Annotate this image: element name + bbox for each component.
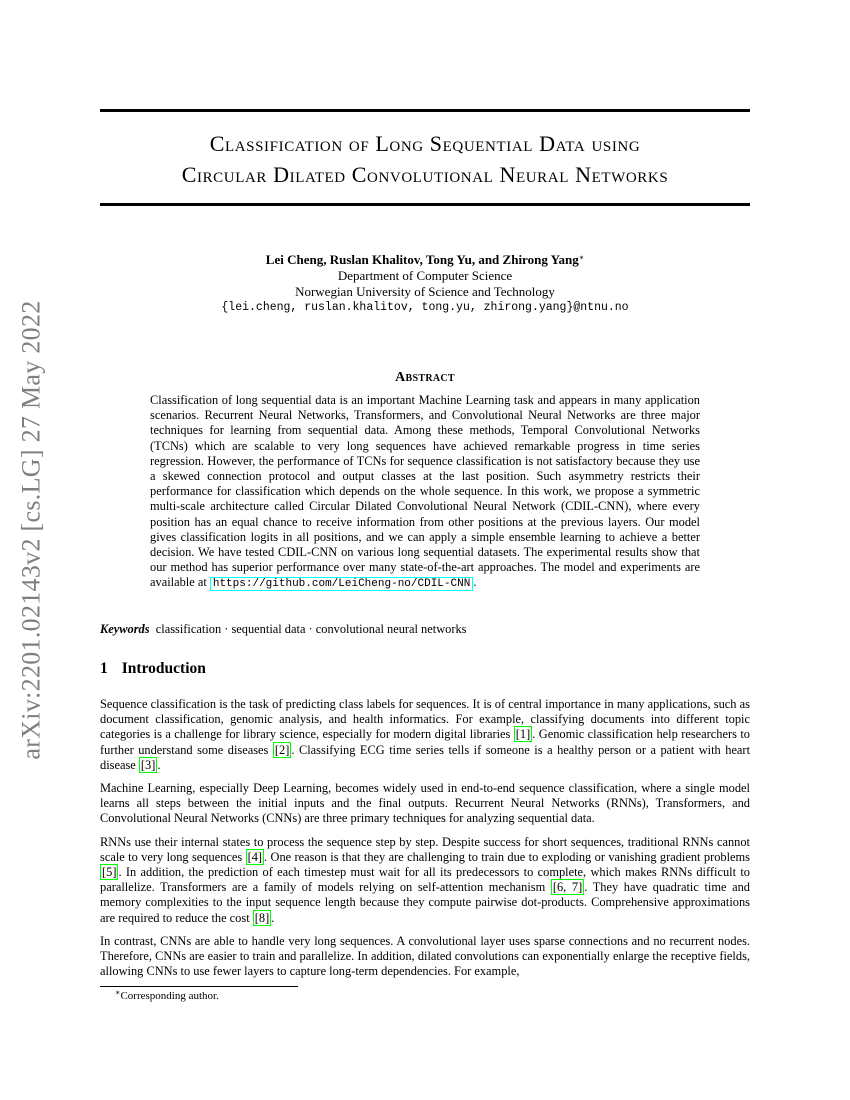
author-block <box>100 252 750 316</box>
paragraph-text: . One reason is that they are challenging to train due to exploding or vanishing gradient problems <box>264 849 750 864</box>
section-title: Introduction <box>121 660 206 677</box>
author-emails: {lei.cheng, ruslan.khalitov, tong.yu, zhirong.yang}@ntnu.no <box>221 301 629 314</box>
citation-link[interactable]: [1] <box>515 727 531 742</box>
paragraph-text: Sequence classification is the task of predicting class labels for sequences. It is of central importance in many applications, such as document classification, genomic analysis, and health informatics. For example, classifying documents into different topic categories is a challenge for library science, especially for modern digital libraries <box>100 697 750 742</box>
paragraph-text: . In addition, the prediction of each timestep must wait for all its predecessors to complete, which makes RNNs difficult to parallelize. Transformers are a family of models relying on self-attention mechanism <box>100 865 750 895</box>
keywords-label: Keywords <box>100 622 150 636</box>
author-names-text: Lei Cheng, Ruslan Khalitov, Tong Yu, and Zhirong Yang <box>265 252 579 267</box>
abstract-body: Classification of long sequential data is an important Machine Learning task and appears in many application scenarios. Recurrent Neural Networks, Transformers, and Convolutional Neural Networks are three major techniques for learning from sequential data. Among these methods, Temporal Convolutional Networks (TCNs) which are scalable to very long sequences have achieved remarkable progress in time series regression. However, the performance of TCNs for sequence classification is not satisfactory because they use a skewed connection protocol and output classes at the last position. Such asymmetry restricts their performance for classification which depends on the whole sequence. In this work, we propose a symmetric multi-scale architecture called Circular Dilated Convolutional Neural Network (CDIL-CNN), where every position has an equal chance to receive information from other positions at the previous layers. Our model gives classification logits in all positions, and we can apply a simple ensemble learning to achieve a better decision. We have tested CDIL-CNN on various long sequential datasets. The experimental results show that our method has superior performance over many state-of-the-art approaches. The model and experiments are available at <box>150 393 700 590</box>
author-names <box>100 252 750 268</box>
github-link[interactable]: https://github.com/LeiCheng-no/CDIL-CNN <box>210 577 473 591</box>
paragraph-text: . <box>271 910 275 925</box>
paragraph-4: In contrast, CNNs are able to handle very long sequences. A convolutional layer uses sparse connections and no recurrent nodes. Therefore, CNNs are easier to train and parallelize. In addition, dilated convolutions can exponentially enlarge the receptive fields, allowing CNNs to use fewer layers to capture long-term dependencies. For example, <box>100 933 750 979</box>
abstract-heading: Abstract <box>395 370 455 385</box>
citation-link[interactable]: [8] <box>254 910 270 925</box>
footnote-rule <box>100 986 298 987</box>
title-rule-bottom <box>100 203 750 206</box>
abstract-end: . <box>473 575 477 590</box>
paragraph-text: . Classifying ECG time series tells if someone is a healthy person or a patient with heart disease <box>100 742 751 772</box>
author-university: Norwegian University of Science and Technology <box>295 284 555 299</box>
arxiv-identifier-text: arXiv:2201.02143v2 [cs.LG] 27 May 2022 <box>17 300 46 760</box>
title-rule-top <box>100 109 750 112</box>
paper-title <box>100 128 750 190</box>
section-heading-introduction <box>100 660 206 678</box>
corresponding-author-mark: ∗ <box>578 253 585 262</box>
paragraph-text: . Genomic classification help researchers to further understand some diseases <box>100 727 750 757</box>
citation-link[interactable]: [6, 7] <box>552 880 583 895</box>
citation-link[interactable]: [5] <box>102 865 117 880</box>
author-department: Department of Computer Science <box>337 268 513 283</box>
paragraph-1 <box>100 697 750 773</box>
footnote-mark: ∗ <box>115 988 121 997</box>
paragraph-text: RNNs use their internal states to process the sequence step by step. Despite success for short sequences, traditional RNNs cannot scale to very long sequences <box>100 834 750 864</box>
footnote <box>115 990 219 1002</box>
section-number: 1 <box>100 660 108 677</box>
citation-link[interactable]: [3] <box>140 757 156 772</box>
paper-title-line-1: Classification of Long Sequential Data using <box>209 131 641 156</box>
paper-title-line-2: Circular Dilated Convolutional Neural Networks <box>181 162 669 187</box>
abstract-text <box>150 393 700 593</box>
paragraph-3 <box>100 835 750 926</box>
keywords <box>100 622 750 637</box>
footnote-text: Corresponding author. <box>120 990 219 1002</box>
paragraph-text: . They have quadratic time and memory complexities to the input sequence length because they compute pairwise dot-products. Comprehensive approximations are required to reduce the cost <box>100 880 750 925</box>
paragraph-2: Machine Learning, especially Deep Learning, becomes widely used in end-to-end sequence classification, where a single model learns all steps between the initial inputs and the final outputs. Recurrent Neural Networks (RNNs), Transformers, and Convolutional Neural Networks (CNNs) are three primary techniques for analyzing sequential data. <box>100 781 750 826</box>
keywords-text: classification · sequential data · convolutional neural networks <box>155 622 467 636</box>
paragraph-text: . <box>157 757 161 772</box>
citation-link[interactable]: [4] <box>247 849 263 864</box>
citation-link[interactable]: [2] <box>274 742 290 757</box>
arxiv-identifier <box>12 285 52 775</box>
introduction-body <box>100 697 750 987</box>
